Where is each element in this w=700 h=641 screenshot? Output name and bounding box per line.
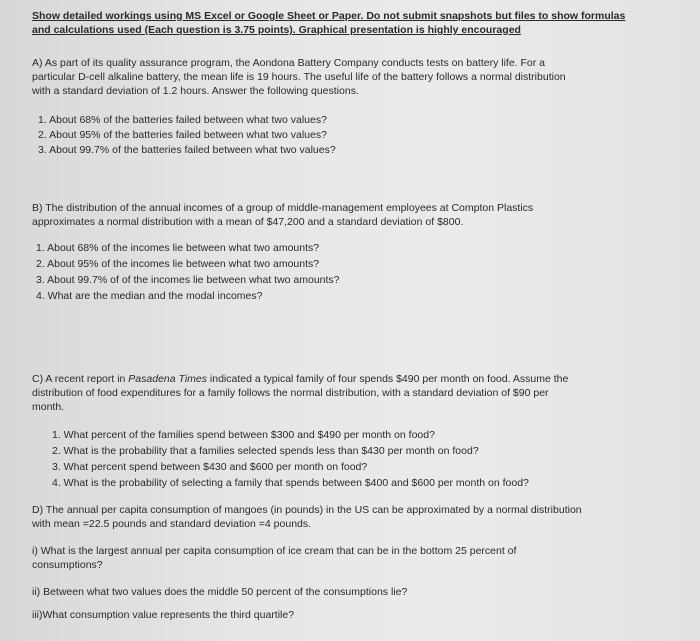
- section-b-question-2: 2. About 95% of the incomes lie between what two amounts?: [36, 258, 320, 270]
- section-d-intro-1: D) The annual per capita consumption of mangoes (in pounds) in the US can be approximated by a normal distribution: [32, 504, 582, 516]
- section-b-question-4: 4. What are the median and the modal incomes?: [36, 290, 263, 302]
- section-c-intro-3: month.: [32, 401, 65, 413]
- section-c-intro-1: [32, 373, 568, 386]
- section-a-intro-1: A) As part of its quality assurance program, the Aondona Battery Company conducts tests on battery life. For a: [32, 57, 546, 69]
- section-a-question-2: 2. About 95% of the batteries failed between what two values?: [38, 129, 327, 141]
- section-a-intro-3: with a standard deviation of 1.2 hours. Answer the following questions.: [32, 85, 359, 97]
- section-b-intro-1: B) The distribution of the annual incomes of a group of middle-management employees at Compton Plastics: [32, 202, 534, 214]
- section-b-intro-2: approximates a normal distribution with a mean of $47,200 and a standard deviation of $800.: [32, 216, 464, 228]
- section-b-question-3: 3. About 99.7% of of the incomes lie between what two amounts?: [36, 274, 340, 286]
- instructions-line-1: Show detailed workings using MS Excel or Google Sheet or Paper. Do not submit snapshots but files to show formulas: [32, 10, 626, 22]
- section-c-intro-prefix: C) A recent report in: [32, 373, 129, 385]
- section-a-intro-2: particular D-cell alkaline battery, the mean life is 19 hours. The useful life of the battery follows a normal distribution: [32, 71, 566, 83]
- section-c-intro-rest: indicated a typical family of four spends $490 per month on food. Assume the: [207, 373, 569, 385]
- section-c-publication-name: Pasadena Times: [128, 373, 207, 385]
- instructions-line-2: and calculations used (Each question is 3.75 points). Graphical presentation is highly encouraged: [32, 24, 521, 36]
- section-d-question-2: ii) Between what two values does the middle 50 percent of the consumptions lie?: [32, 586, 408, 598]
- section-c-question-1: 1. What percent of the families spend between $300 and $490 per month on food?: [52, 429, 435, 441]
- section-b-question-1: 1. About 68% of the incomes lie between what two amounts?: [36, 242, 320, 254]
- section-d-question-1-line-2: consumptions?: [32, 559, 103, 571]
- section-d-question-3: iii)What consumption value represents the third quartile?: [32, 609, 295, 621]
- section-c-question-4: 4. What is the probability of selecting a family that spends between $400 and $600 per month on food?: [52, 477, 529, 489]
- section-c-question-3: 3. What percent spend between $430 and $600 per month on food?: [52, 461, 368, 473]
- section-c-intro-2: distribution of food expenditures for a family follows the normal distribution, with a standard deviation of $90 per: [32, 387, 549, 399]
- section-c-question-2: 2. What is the probability that a families selected spends less than $430 per month on food?: [52, 445, 479, 457]
- section-d-question-1-line-1: i) What is the largest annual per capita consumption of ice cream that can be in the bottom 25 percent of: [32, 545, 517, 557]
- section-a-question-1: 1. About 68% of the batteries failed between what two values?: [38, 114, 327, 126]
- section-a-question-3: 3. About 99.7% of the batteries failed between what two values?: [38, 144, 336, 156]
- section-d-intro-2: with mean =22.5 pounds and standard deviation =4 pounds.: [32, 518, 312, 530]
